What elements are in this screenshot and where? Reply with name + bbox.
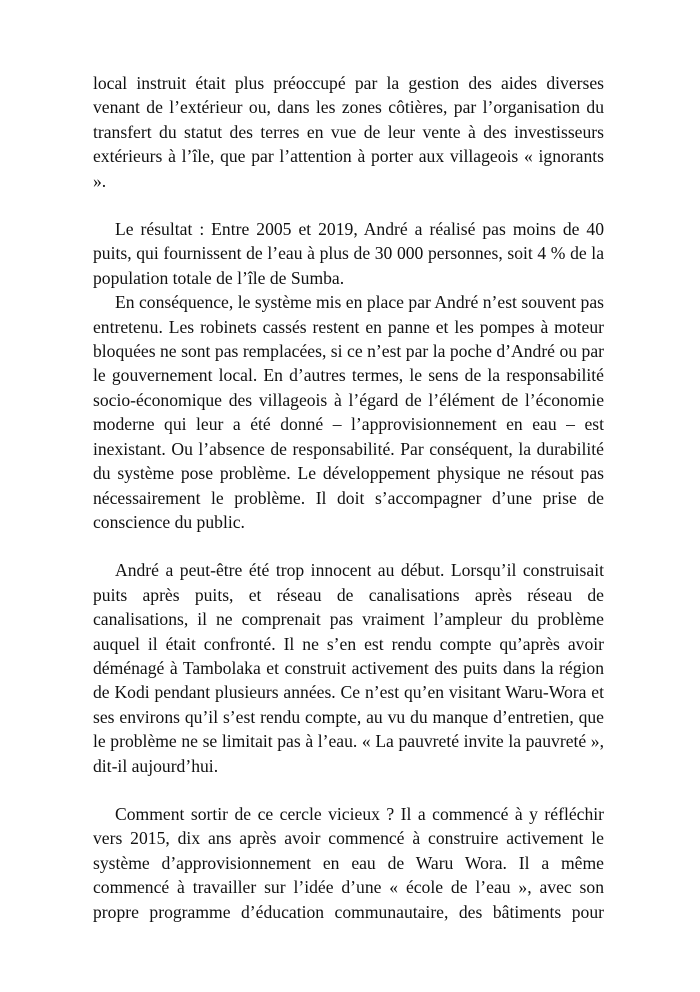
paragraph-result: Le résultat : Entre 2005 et 2019, André a réalisé pas moins de 40 puits, qui fournissent de l’eau à plus de 30 000 personnes, soit 4 % de la population totale de l’île de Sumba. (93, 219, 604, 288)
paragraph-continuation: local instruit était plus préoccupé par la gestion des aides diverses venant de l’extérieur ou, dans les zones côtières, par l’organisation du transfert du statut des terres en vue de leur vente à des investisseurs extérieurs à l’île, que par l’attention à porter aux villageois « ignorants ». (93, 73, 604, 191)
document-page (93, 71, 604, 924)
paragraph-vicious-circle: Comment sortir de ce cercle vicieux ? Il a commencé à y réfléchir vers 2015, dix ans après avoir commencé à construire activement le système d’approvisionnement en eau de Waru Wora. Il a même commencé à travailler sur l’idée d’une « école de l’eau », avec son propre programme d’éducation communautaire, des bâtiments pour (93, 803, 604, 922)
paragraph-innocent: André a peut-être été trop innocent au début. Lorsqu’il construisait puits après puits, et réseau de canalisations après réseau de canalisations, il ne comprenait pas vraiment l’ampleur du problème auquel il était confronté. Il ne s’en est rendu compte qu’après avoir déménagé à Tambolaka et construit activement des puits dans la région de Kodi pendant plusieurs années. Ce n’est qu’en visitant Waru-Wora et ses environs qu’il s’est rendu compte, au vu du manque d’entretien, que le problème ne se limitait pas à l’eau. « La pauvreté invite la pauvreté », dit-il aujourd’hui. (93, 560, 604, 776)
paragraph-consequence: En conséquence, le système mis en place par André n’est souvent pas entretenu. Les robinets cassés restent en panne et les pompes à moteur bloquées ne sont pas remplacées, si ce n’est par la poche d’André ou par le gouvernement local. En d’autres termes, le sens de la responsabilité socio-économique des villageois à l’égard de l’élément de l’économie moderne qui leur a été donné – l’approvisionnement en eau – est inexistant. Ou l’absence de responsabilité. Par conséquent, la durabilité du système pose problème. Le développement physique ne résout pas nécessairement le problème. Il doit s’accompagner d’une prise de conscience du public. (93, 292, 604, 532)
